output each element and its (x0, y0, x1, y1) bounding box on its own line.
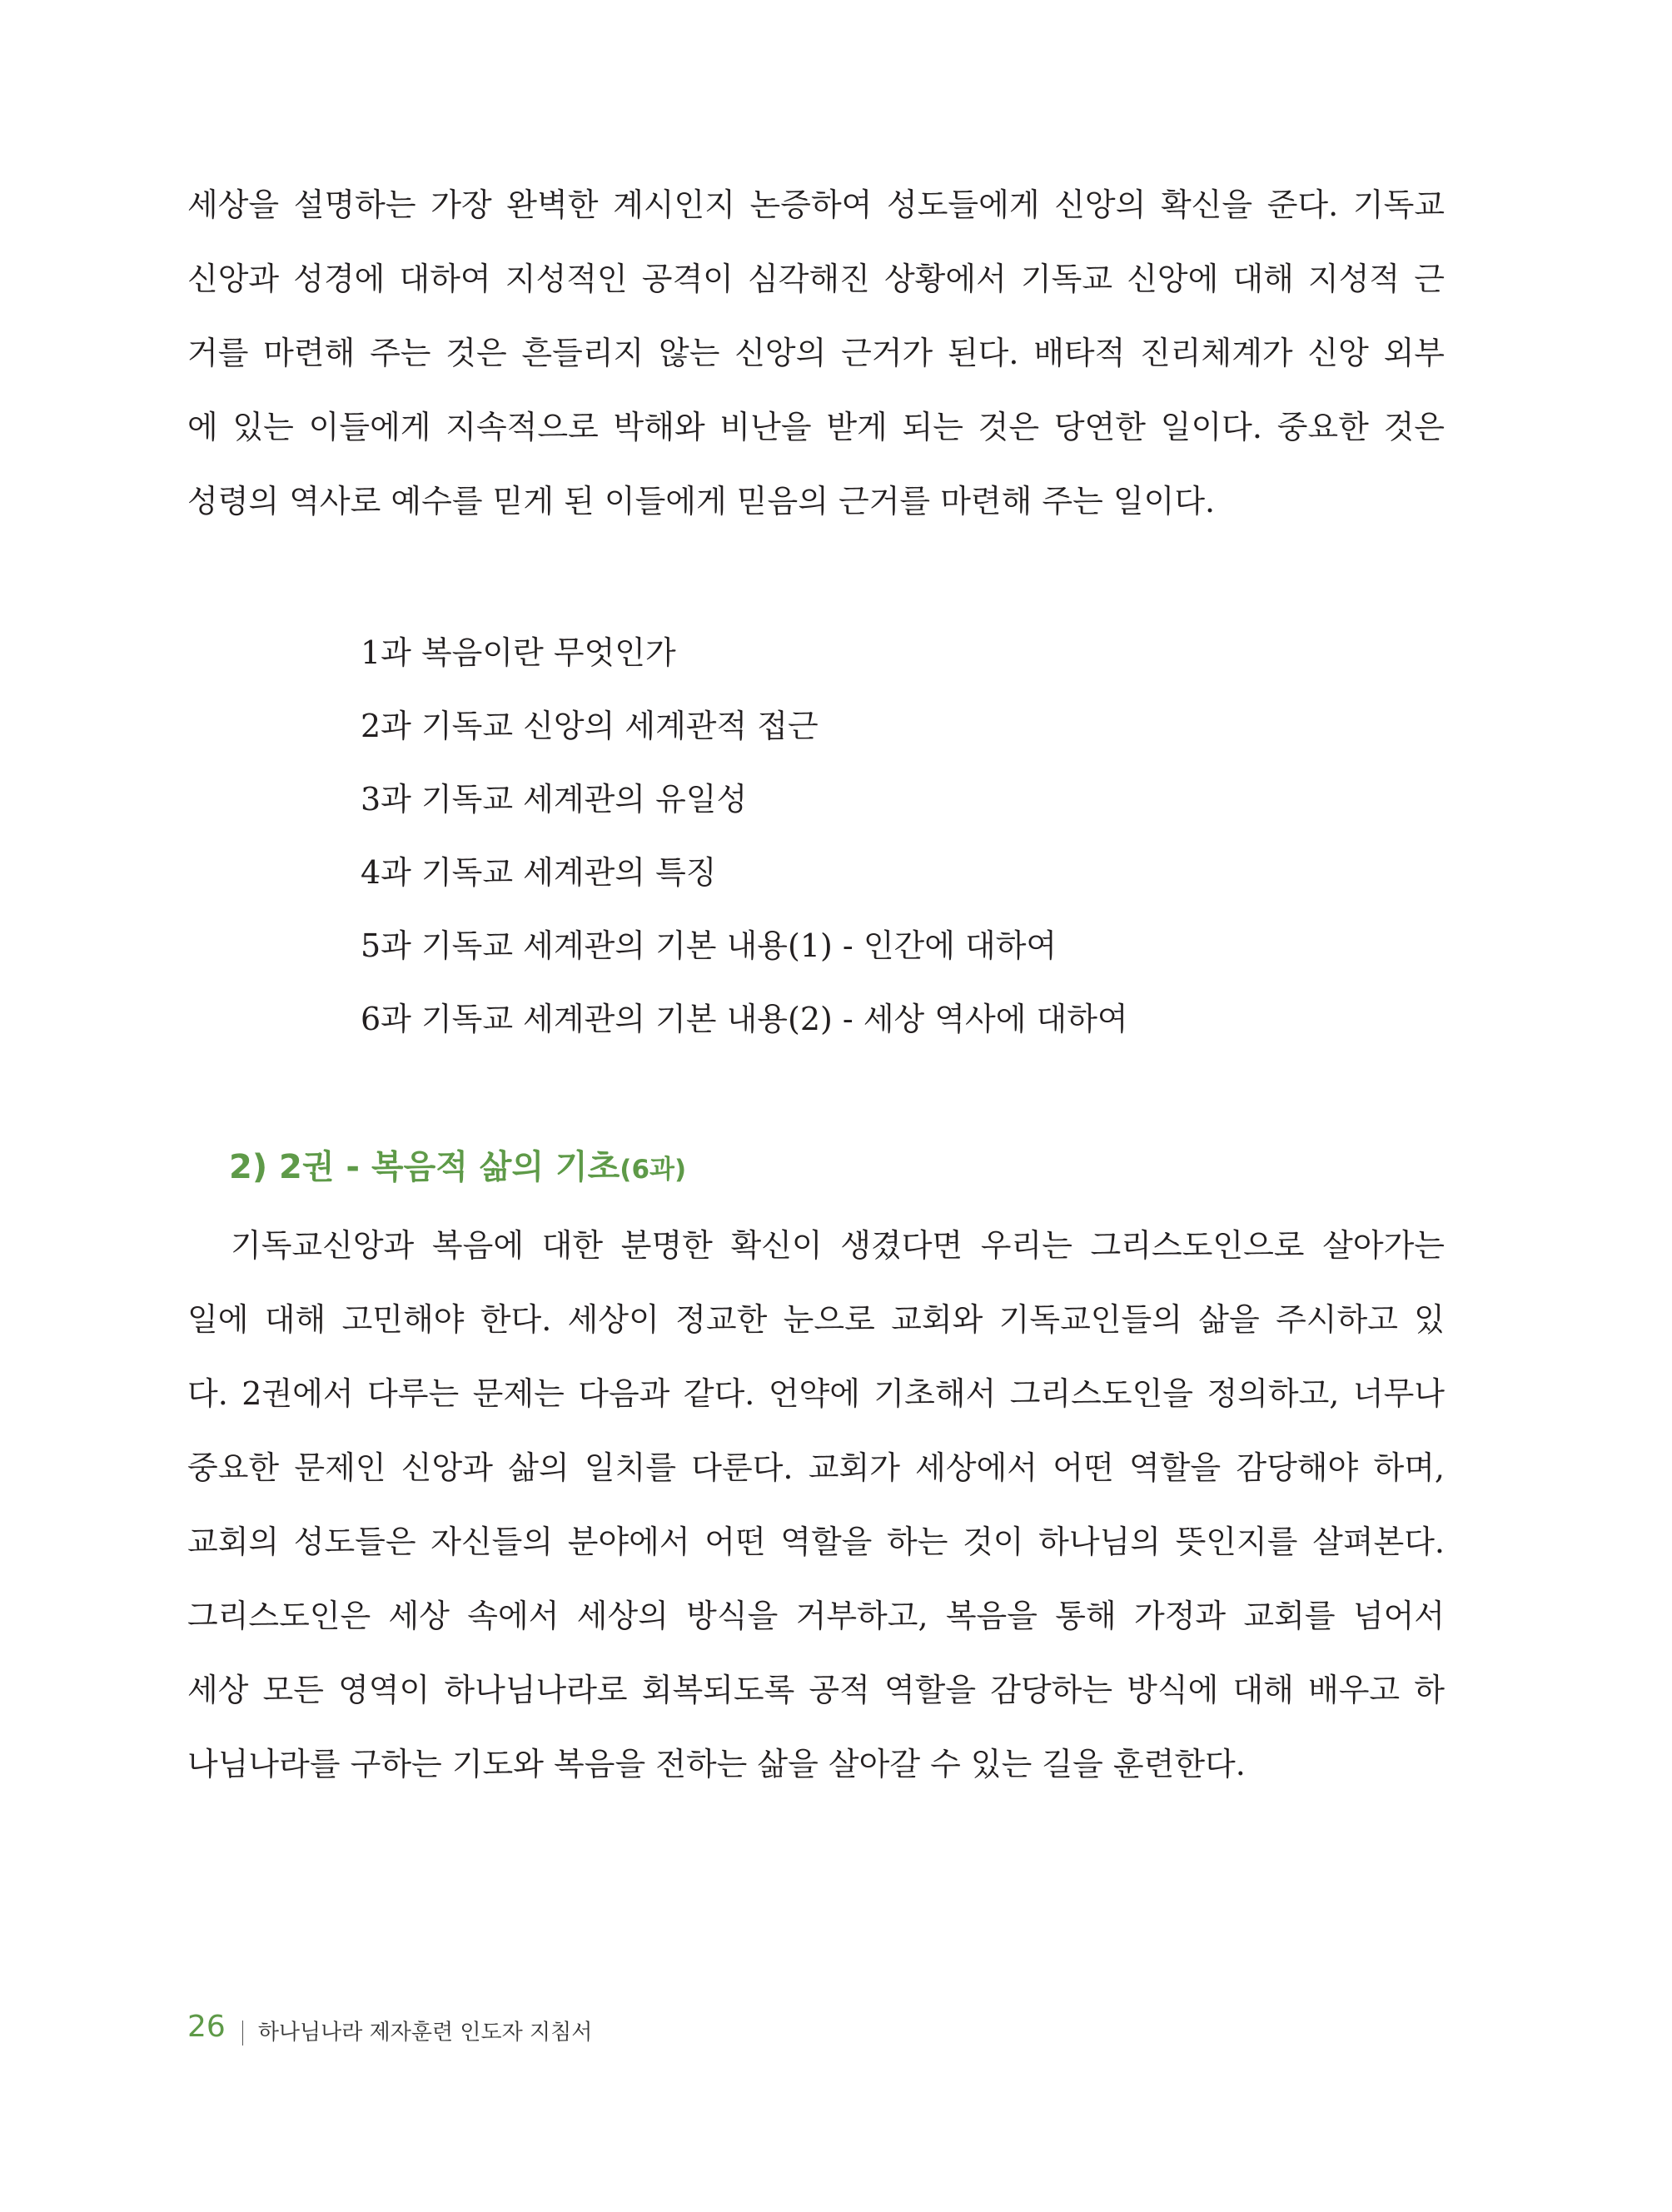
section-heading-main: 2) 2권 - 복음적 삶의 기초 (229, 1148, 620, 1186)
lesson-list (361, 616, 1128, 1056)
section-paragraph (187, 1209, 1445, 1802)
intro-line: 성령의 역사로 예수를 믿게 된 이들에게 믿음의 근거를 마련해 주는 일이다. (187, 483, 1216, 519)
lesson-item: 6과 기독교 세계관의 기본 내용(2) - 세상 역사에 대하여 (361, 1001, 1128, 1037)
page-footer (187, 2006, 592, 2048)
book-title: 하나님나라 제자훈련 인도자 지침서 (257, 2020, 593, 2045)
lesson-item: 4과 기독교 세계관의 특징 (361, 854, 717, 891)
body-line: 세상 모든 영역이 하나님나라로 회복되도록 공적 역할을 감당하는 방식에 대해 배우고 하 (187, 1672, 1445, 1708)
body-line: 교회의 성도들은 자신들의 분야에서 어떤 역할을 하는 것이 하나님의 뜻인지를 살펴본다. (187, 1524, 1445, 1560)
intro-line: 신앙과 성경에 대하여 지성적인 공격이 심각해진 상황에서 기독교 신앙에 대해 지성적 근 (187, 261, 1445, 297)
page-number: 26 (187, 2010, 226, 2044)
body-line: 중요한 문제인 신앙과 삶의 일치를 다룬다. 교회가 세상에서 어떤 역할을 감당해야 하며, (187, 1449, 1445, 1486)
intro-paragraph (187, 168, 1445, 539)
body-line: 다. 2권에서 다루는 문제는 다음과 같다. 언약에 기초해서 그리스도인을 정의하고, 너무나 (187, 1375, 1445, 1412)
body-line: 기독교신앙과 복음에 대한 분명한 확신이 생겼다면 우리는 그리스도인으로 살아가는 (231, 1227, 1445, 1264)
intro-line: 에 있는 이들에게 지속적으로 박해와 비난을 받게 되는 것은 당연한 일이다. 중요한 것은 (187, 409, 1445, 445)
body-line: 그리스도인은 세상 속에서 세상의 방식을 거부하고, 복음을 통해 가정과 교회를 넘어서 (187, 1598, 1445, 1634)
intro-line: 세상을 설명하는 가장 완벽한 계시인지 논증하여 성도들에게 신앙의 확신을 준다. 기독교 (187, 186, 1445, 223)
lesson-item: 3과 기독교 세계관의 유일성 (361, 781, 748, 818)
intro-line: 거를 마련해 주는 것은 흔들리지 않는 신앙의 근거가 된다. 배타적 진리체계가 신앙 외부 (187, 335, 1445, 371)
body-line: 일에 대해 고민해야 한다. 세상이 정교한 눈으로 교회와 기독교인들의 삶을 주시하고 있 (187, 1301, 1445, 1338)
lesson-item: 5과 기독교 세계관의 기본 내용(1) - 인간에 대하여 (361, 927, 1057, 964)
section-heading-suffix: (6과) (620, 1155, 687, 1185)
lesson-item: 1과 복음이란 무엇인가 (361, 634, 676, 671)
lesson-item: 2과 기독교 신앙의 세계관적 접근 (361, 708, 819, 744)
section-heading (229, 1142, 686, 1195)
body-line: 나님나라를 구하는 기도와 복음을 전하는 삶을 살아갈 수 있는 길을 훈련한다. (187, 1746, 1246, 1782)
footer-divider (242, 2021, 243, 2045)
